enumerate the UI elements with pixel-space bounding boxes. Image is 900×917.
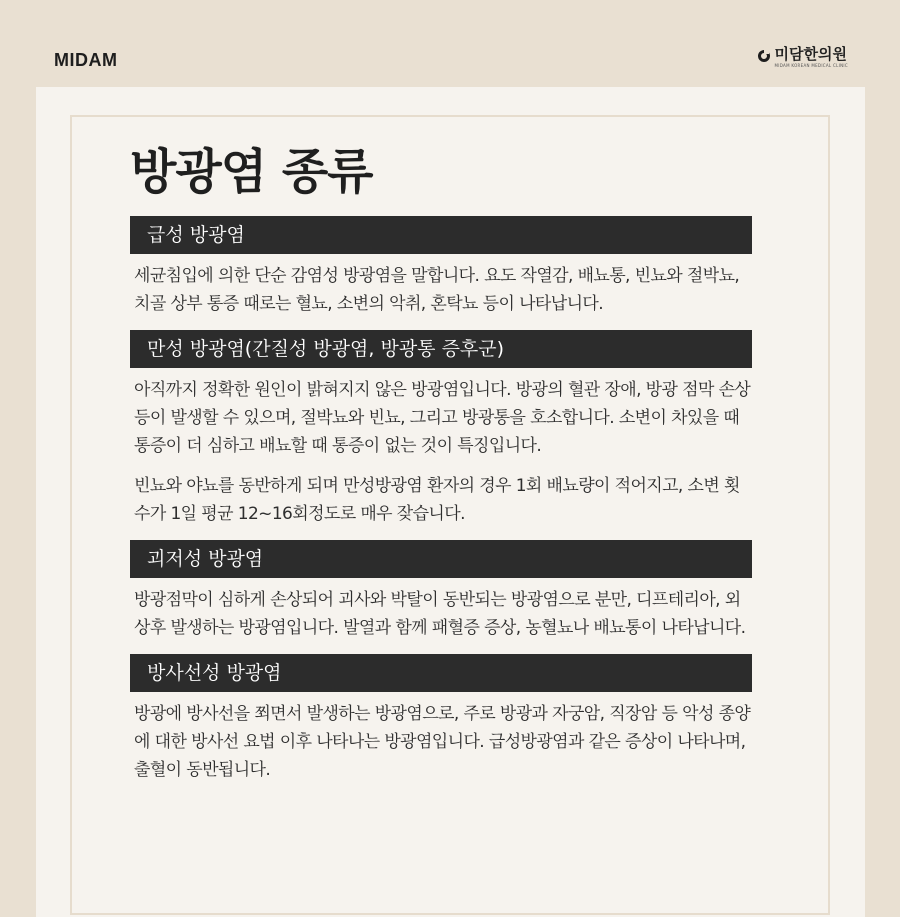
section-heading: 급성 방광염 bbox=[130, 216, 752, 254]
brand-wordmark: MIDAM bbox=[54, 50, 118, 70]
clinic-logo bbox=[758, 44, 849, 68]
section-radiation bbox=[130, 654, 752, 784]
section-heading: 괴저성 방광염 bbox=[130, 540, 752, 578]
section-paragraph: 세균침입에 의한 단순 감염성 방광염을 말합니다. 요도 작열감, 배뇨통, 빈뇨와 절박뇨,치골 상부 통증 때로는 혈뇨, 소변의 악취, 혼탁뇨 등이 나타납니다. bbox=[134, 266, 740, 314]
clinic-english-name: MIDAM KOREAN MEDICAL CLINIC bbox=[774, 63, 848, 68]
section-paragraph: 방광에 방사선을 쬐면서 발생하는 방광염으로, 주로 방광과 자궁암, 직장암 등 악성 종양에 대한 방사선 요법 이후 나타나는 방광염입니다. 급성방광염과 같은 증상이 나타나며, 출혈이 동반됩니다. bbox=[134, 704, 751, 780]
section-heading: 방사선성 방광염 bbox=[130, 654, 752, 692]
section-gangrenous bbox=[130, 540, 752, 642]
page-title: 방광염 종류 bbox=[130, 144, 373, 200]
section-acute bbox=[130, 216, 752, 318]
section-paragraph: 빈뇨와 야뇨를 동반하게 되며 만성방광염 환자의 경우 1회 배뇨량이 적어지고, 소변 횟수가 1일 평균 12~16회정도로 매우 잦습니다. bbox=[134, 476, 740, 524]
logo-ring-icon bbox=[758, 50, 770, 62]
section-chronic bbox=[130, 330, 752, 528]
article bbox=[130, 140, 752, 784]
section-heading: 만성 방광염(간질성 방광염, 방광통 증후군) bbox=[130, 330, 752, 368]
clinic-name: 미담한의원 bbox=[774, 45, 847, 63]
section-paragraph: 방광점막이 심하게 손상되어 괴사와 박탈이 동반되는 방광염으로 분만, 디프테리아, 외상후 발생하는 방광염입니다. 발열과 함께 패혈증 증상, 농혈뇨나 배뇨통이 나타납니다. bbox=[134, 590, 746, 638]
section-paragraph: 아직까지 정확한 원인이 밝혀지지 않은 방광염입니다. 방광의 혈관 장애, 방광 점막 손상 등이 발생할 수 있으며, 절박뇨와 빈뇨, 그리고 방광통을 호소합니다. 소변이 차있을 때 통증이 더 심하고 배뇨할 때 통증이 없는 것이 특징입니다. bbox=[134, 380, 751, 456]
